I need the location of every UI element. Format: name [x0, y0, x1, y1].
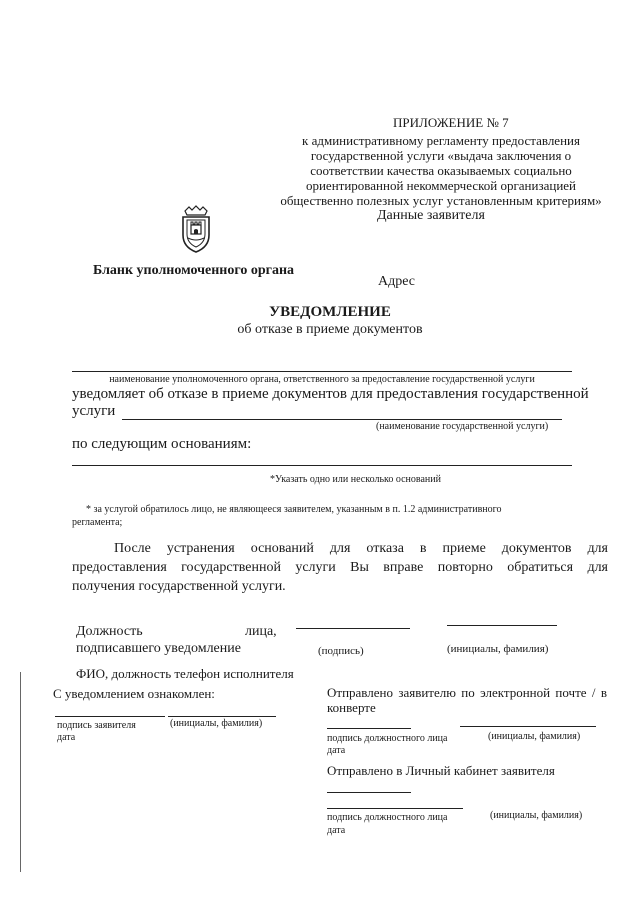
authority-caption: наименование уполномоченного органа, ответственного за предоставление государственной услуги	[109, 374, 535, 385]
applicant-data: Данные заявителя	[377, 208, 485, 223]
applicant-signature-line	[55, 716, 165, 717]
body-line3: получения государственной услуги.	[72, 579, 286, 594]
service-name-line	[122, 419, 562, 420]
sent-email-line2: конверте	[327, 700, 376, 715]
notice-subtitle: об отказе в приеме документов	[237, 322, 423, 337]
address: Адрес	[378, 274, 416, 289]
grounds-note: *Указать одно или несколько оснований	[270, 474, 441, 485]
appendix-line: общественно полезных услуг установленным критериям»	[280, 193, 602, 208]
position-word2: лица,	[245, 624, 277, 639]
margin-line	[20, 672, 21, 872]
position-word1: Должность	[76, 624, 143, 639]
applicant-signature-caption: подпись заявителя	[57, 720, 136, 731]
signature-line	[296, 628, 410, 629]
coat-of-arms-icon	[177, 205, 215, 255]
body-line2: предоставления государственной услуги Вы вправе повторно обратиться для	[72, 560, 608, 575]
official2-initials-caption: (инициалы, фамилия)	[490, 810, 583, 821]
footnote-line1: * за услугой обратилось лицо, не являющееся заявителем, указанным в п. 1.2 административного	[86, 504, 502, 515]
official1-initials-line	[460, 726, 596, 727]
sent-email-line1: Отправлено заявителю по электронной почте / в	[327, 685, 607, 700]
applicant-initials-caption: (инициалы, фамилия)	[170, 718, 263, 729]
notify-text-line2: услуги	[72, 403, 116, 419]
acknowledged-label: С уведомлением ознакомлен:	[53, 686, 215, 701]
notify-text-line1: уведомляет об отказе в приеме документов для предоставления государственной	[72, 386, 589, 402]
footnote-line2: регламента;	[72, 517, 123, 528]
letterhead: Бланк уполномоченного органа	[93, 263, 295, 278]
appendix-line: соответствии качества оказываемых социально	[310, 163, 572, 178]
official2-date-line	[327, 792, 411, 793]
initials-caption: (инициалы, фамилия)	[447, 643, 549, 655]
official1-initials-caption: (инициалы, фамилия)	[488, 731, 581, 742]
official1-signature-line	[327, 728, 411, 729]
appendix-line: ориентированной некоммерческой организацией	[305, 178, 577, 193]
initials-line	[447, 625, 557, 626]
position-line2: подписавшего уведомление	[76, 641, 241, 656]
official2-signature-line	[327, 808, 463, 809]
appendix-line: государственной услуги «выдача заключения о	[310, 148, 572, 163]
authority-name-line	[72, 371, 572, 372]
notice-title: УВЕДОМЛЕНИЕ	[269, 304, 391, 320]
official2-signature-caption: подпись должностного лица	[327, 812, 448, 823]
sent-cabinet: Отправлено в Личный кабинет заявителя	[327, 763, 555, 778]
appendix-line: к административному регламенту предоставления	[302, 133, 580, 148]
applicant-date-caption: дата	[57, 732, 76, 743]
applicant-initials-line	[168, 716, 276, 717]
official1-signature-caption: подпись должностного лица	[327, 733, 448, 744]
signature-caption: (подпись)	[318, 645, 364, 657]
official1-date-caption: дата	[327, 745, 346, 756]
grounds-label: по следующим основаниям:	[72, 436, 252, 452]
service-caption: (наименование государственной услуги)	[376, 421, 549, 432]
official2-date-caption: дата	[327, 825, 346, 836]
executor-info: ФИО, должность телефон исполнителя	[76, 666, 294, 681]
body-line1: После устранения оснований для отказа в приеме документов для	[114, 541, 608, 556]
appendix-title: ПРИЛОЖЕНИЕ № 7	[393, 115, 509, 130]
grounds-line	[72, 465, 572, 466]
